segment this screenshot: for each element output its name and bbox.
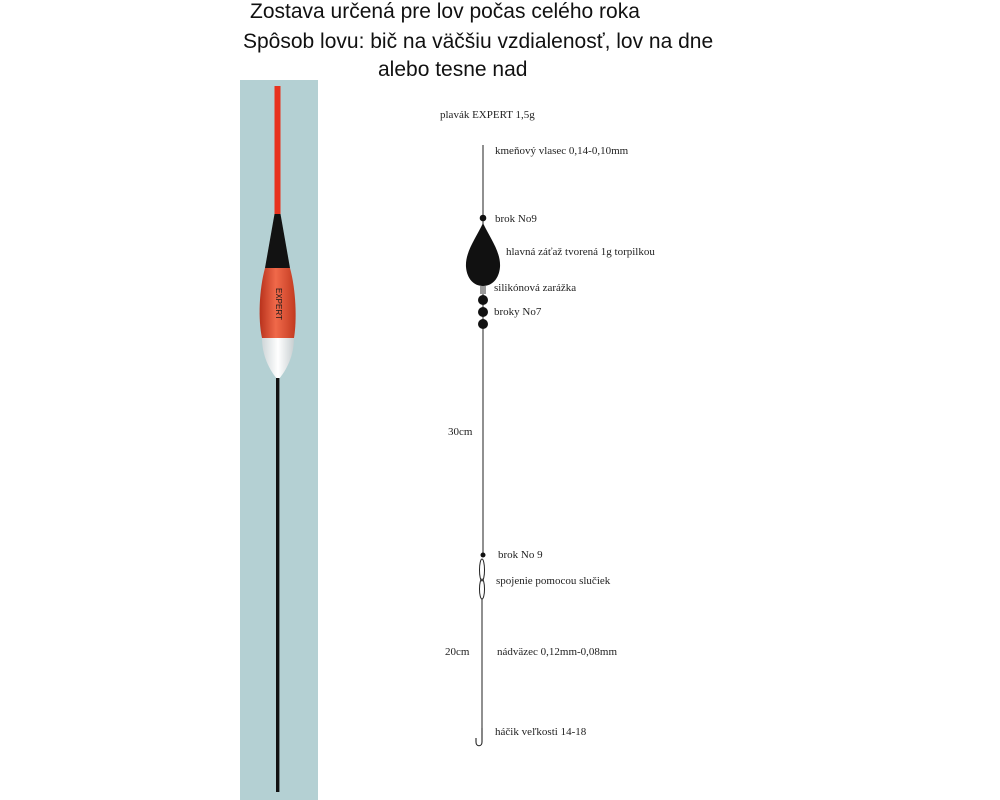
- label-distance-20cm: 20cm: [445, 646, 470, 658]
- title-line-2: Spôsob lovu: bič na väčšiu vzdialenosť, lov na dne: [243, 30, 714, 53]
- loop-lower: [480, 579, 485, 599]
- silicone-stopper: [480, 286, 486, 294]
- shot-no7: [478, 319, 488, 329]
- label-main-weight: hlavná záťaž tvorená 1g torpilkou: [506, 246, 655, 258]
- loop-upper: [480, 559, 485, 581]
- label-shot-no9: brok No9: [495, 213, 537, 225]
- label-float: plavák EXPERT 1,5g: [440, 109, 535, 121]
- hook: [476, 728, 482, 746]
- label-stopper: silikónová zarážka: [494, 282, 577, 294]
- label-hooklink: nádväzec 0,12mm-0,08mm: [497, 646, 618, 658]
- title-line-3: alebo tesne nad: [378, 58, 528, 81]
- label-loop-connection: spojenie pomocou slučiek: [496, 575, 611, 587]
- label-hook: háčik veľkosti 14-18: [495, 726, 587, 738]
- label-distance-30cm: 30cm: [448, 426, 473, 438]
- title-line-1: Zostava určená pre lov počas celého roka: [250, 0, 640, 23]
- main-weight-torpedo: [466, 223, 500, 286]
- shot-no7: [478, 307, 488, 317]
- shot-no9-top: [480, 215, 487, 222]
- label-main-line: kmeňový vlasec 0,14-0,10mm: [495, 145, 629, 157]
- shot-no9-lower: [481, 553, 486, 558]
- float-brand-text: EXPERT: [274, 288, 283, 320]
- label-shot-no9-lower: brok No 9: [498, 549, 543, 561]
- shot-no7: [478, 295, 488, 305]
- label-shots-no7: broky No7: [494, 306, 542, 318]
